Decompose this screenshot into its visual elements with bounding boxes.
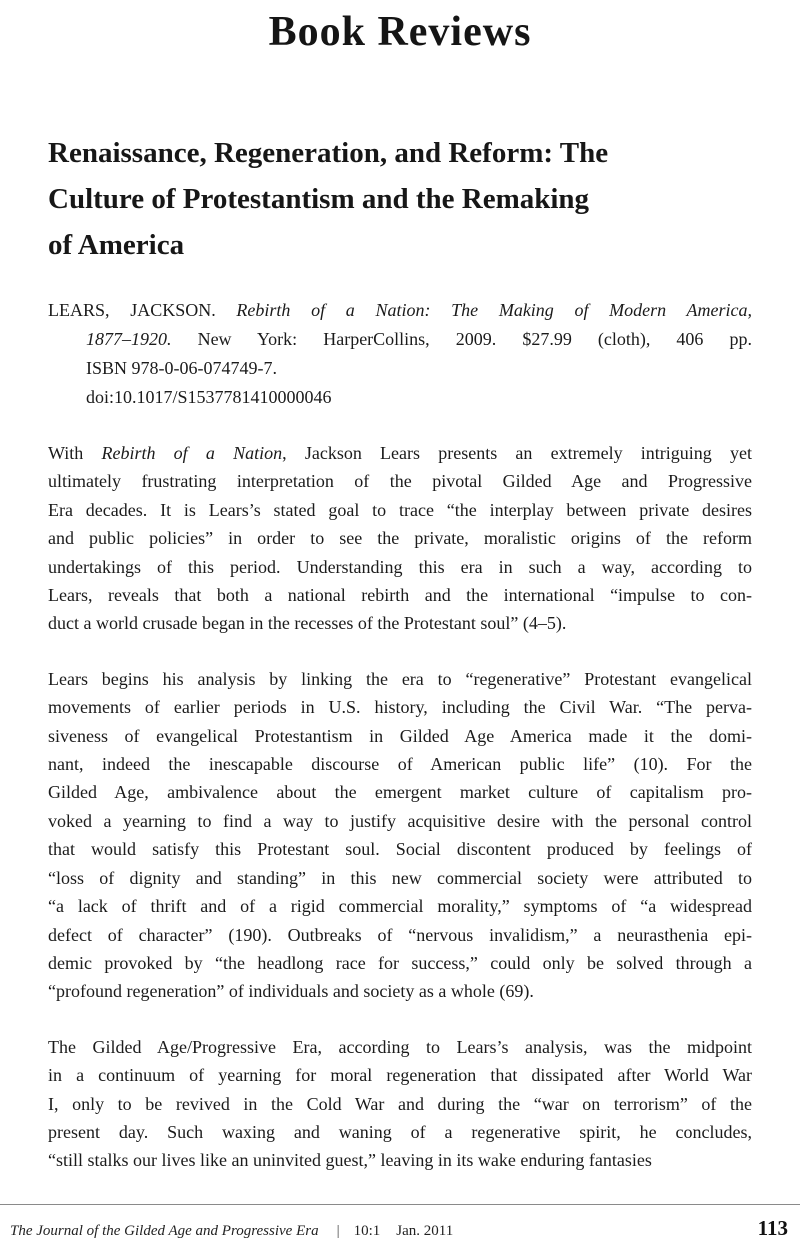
text-line: present day. Such waxing and waning of a regenerative spirit, he concludes, [48,1121,752,1142]
text-line: in a continuum of yearning for moral regeneration that dissipated after World War [48,1065,752,1086]
text-line: “profound regeneration” of individuals and society as a whole (69). [48,981,534,1002]
footer-divider [0,1204,800,1205]
body-paragraph-3 [48,1033,752,1175]
article-title-line: of America [48,229,185,261]
text-line: 1877–1920. New York: HarperCollins, 2009. $27.99 (cloth), 406 pp. [86,329,752,349]
text-line: doi:10.1017/S1537781410000046 [86,387,332,407]
text-line: With Rebirth of a Nation, Jackson Lears presents an extremely intriguing yet [48,443,752,463]
footer-issue-number: 10:1 [353,1223,381,1239]
text-line: duct a world crusade began in the recesses of the Protestant soul” (4–5). [48,613,567,634]
footer-journal-title: The Journal of the Gilded Age and Progressive Era [10,1223,319,1239]
section-heading: Book Reviews [268,9,532,55]
text-line: ISBN 978-0-06-074749-7. [86,358,277,378]
text-line: that would satisfy this Protestant soul. Social discontent produced by feelings of [48,839,752,860]
text-line: and public policies” in order to see the private, moralistic origins of the reform [48,528,752,549]
book-citation [48,296,752,412]
text-line: movements of earlier periods in U.S. history, including the Civil War. “The perva- [48,697,752,718]
text-line: Gilded Age, ambivalence about the emergent market culture of capitalism pro- [48,782,752,803]
text-line: “loss of dignity and standing” in this new commercial society were attributed to [48,867,752,888]
text-line: voked a yearning to find a way to justify acquisitive desire with the personal control [48,810,752,831]
text-line: ultimately frustrating interpretation of the pivotal Gilded Age and Progressive [48,471,752,492]
page-content [48,130,752,1175]
text-line: nant, indeed the inescapable discourse of American public life” (10). For the [48,754,752,775]
text-line: “a lack of thrift and of a rigid commercial morality,” symptoms of “a widespread [48,896,752,917]
article-title [48,130,752,268]
text-line: The Gilded Age/Progressive Era, according to Lears’s analysis, was the midpoint [48,1036,752,1057]
text-line: “still stalks our lives like an uninvited guest,” leaving in its wake enduring fantasies [48,1150,652,1171]
article-title-line: Culture of Protestantism and the Remaking [48,183,590,215]
body-paragraph-1 [48,439,752,638]
text-line: Lears, reveals that both a national rebirth and the international “impulse to con- [48,585,752,606]
footer-date: Jan. 2011 [396,1223,454,1239]
text-line: demic provoked by “the headlong race for success,” could only be solved through a [48,952,752,973]
text-line: LEARS, JACKSON. Rebirth of a Nation: The Making of Modern America, [48,300,753,320]
text-line: I, only to be revived in the Cold War and during the “war on terrorism” of the [48,1093,752,1114]
footer-separator: | [336,1223,340,1239]
body-paragraph-2 [48,665,752,1006]
text-line: siveness of evangelical Protestantism in Gilded Age America made it the domi- [48,725,752,746]
page-footer [10,1216,788,1241]
text-line: Era decades. It is Lears’s stated goal to trace “the interplay between private desires [48,499,752,520]
footer-page-number: 113 [757,1216,788,1240]
text-line: defect of character” (190). Outbreaks of “nervous invalidism,” a neurasthenia epi- [48,924,752,945]
text-line: undertakings of this period. Understanding this era in such a way, according to [48,556,752,577]
article-title-line: Renaissance, Regeneration, and Reform: The [48,137,609,169]
text-line: Lears begins his analysis by linking the era to “regenerative” Protestant evangelical [48,668,752,689]
